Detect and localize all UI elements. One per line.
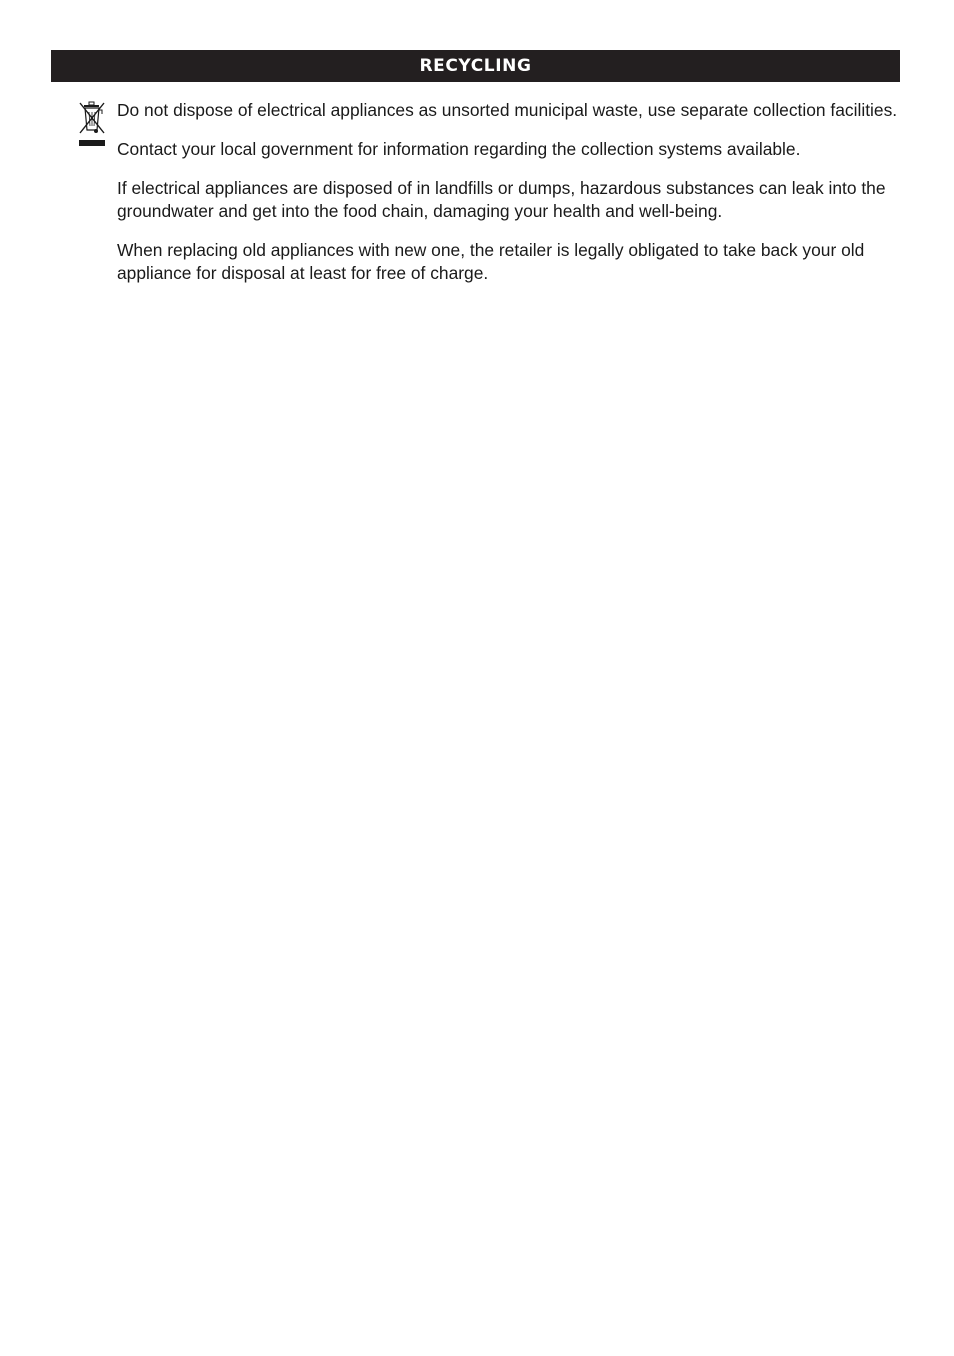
section-header-bar bbox=[51, 50, 900, 82]
recycling-text bbox=[117, 99, 907, 301]
paragraph-retailer: When replacing old appliances with new one, the retailer is legally obligated to take back your old appliance for disposal at least for free of charge. bbox=[117, 240, 865, 283]
paragraph-disposal: Do not dispose of electrical appliances as unsorted municipal waste, use separate collection facilities. bbox=[117, 100, 898, 120]
paragraph-contact: Contact your local government for information regarding the collection systems available. bbox=[117, 139, 801, 159]
section-title: RECYCLING bbox=[419, 56, 532, 76]
paragraph-hazard: If electrical appliances are disposed of in landfills or dumps, hazardous substances can leak into the groundwater and get into the food chain, damaging your health and well-being. bbox=[117, 178, 886, 221]
crossed-out-wheelie-bin-icon bbox=[77, 100, 107, 148]
